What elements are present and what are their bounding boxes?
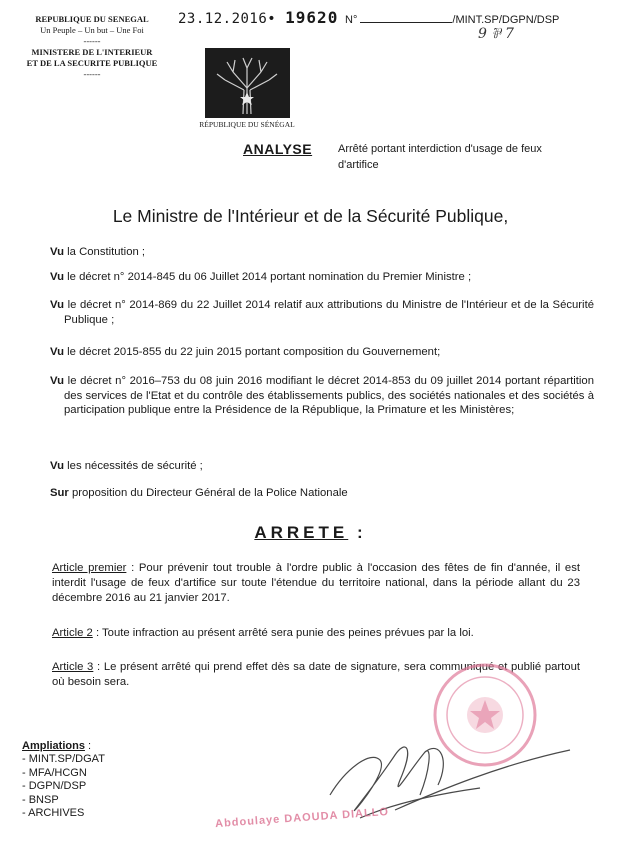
visa-keyword: Vu (50, 299, 65, 311)
list-item: - MINT.SP/DGAT (22, 753, 105, 766)
analyse-label: ANALYSE (243, 141, 313, 157)
visa-text: le décret 2015-855 du 22 juin 2015 portant composition du Gouvernement; (64, 346, 441, 358)
ampliations-list (22, 740, 105, 820)
national-motto: Un Peuple – Un but – Une Foi (40, 25, 144, 35)
handwritten-signature-icon (300, 700, 600, 850)
visa-keyword: Vu (50, 271, 65, 283)
ministry-line-2: ET DE LA SECURITE PUBLIQUE (26, 58, 158, 68)
visa-text: le décret n° 2016–753 du 08 juin 2016 modifiant le décret 2014-853 du 09 juillet 2014 portant répartition des services de l'Etat et du contrôle des établissements publics, des sociétés nationales et des sociétés à participation publique entre la Présidence de la République, la Primature et les Ministères; (64, 375, 594, 416)
visa-item (50, 486, 580, 501)
ref-blank-line (360, 12, 452, 23)
stamp-date: 23.12.2016• (178, 11, 277, 27)
article-text: : Le présent arrêté qui prend effet dès sa date de signature, sera communiqué et publié partout où besoin sera. (52, 661, 581, 688)
emblem-caption: RÉPUBLIQUE DU SÉNÉGAL (199, 120, 295, 129)
document-title: Le Ministre de l'Intérieur et de la Sécurité Publique, (112, 206, 509, 226)
article-label: Article premier (52, 562, 127, 574)
visa-item (50, 374, 594, 418)
reference-number (345, 12, 559, 26)
visa-keyword: Sur (50, 487, 69, 499)
visa-text: le décret n° 2014-845 du 06 Juillet 2014 portant nomination du Premier Ministre ; (64, 271, 472, 283)
visa-item (50, 270, 580, 285)
list-item: - BNSP (22, 793, 59, 806)
separator: ------ (83, 36, 101, 46)
article-text: : Pour prévenir tout trouble à l'ordre public à l'occasion des fêtes de fin d'année, il est interdit l'usage de feux d'artifice sur toute l'étendue du territoire national, dans la période allant du 23 décembre 2016 au 21 janvier 2017. (52, 562, 580, 604)
article-label: Article 2 (52, 627, 93, 639)
visa-keyword: Vu (50, 246, 65, 258)
visa-text: les nécessités de sécurité ; (64, 460, 203, 472)
visa-keyword: Vu (50, 346, 65, 358)
article-text: : Toute infraction au présent arrêté sera punie des peines prévues par la loi. (92, 627, 474, 639)
list-item: - DGPN/DSP (22, 780, 87, 793)
arrete-heading (0, 523, 621, 543)
list-item: - ARCHIVES (22, 807, 85, 820)
ministry-line-1: MINISTERE DE L'INTERIEUR (31, 47, 153, 57)
signatory-name-stamp: Abdoulaye DAOUDA DIALLO (214, 805, 390, 831)
issuer-block (8, 14, 176, 80)
visa-item (50, 345, 580, 360)
visa-item (50, 245, 580, 260)
article (52, 626, 580, 641)
arrete-colon: : (348, 523, 367, 542)
registration-stamp (178, 8, 338, 27)
ref-suffix: /MINT.SP/DGPN/DSP (452, 14, 560, 26)
visa-text: le décret n° 2014-869 du 22 Juillet 2014 relatif aux attributions du Ministre de l'Intérieur et de la Sécurité Publique ; (64, 299, 594, 326)
analyse-summary: Arrêté portant interdiction d'usage de feux d'artifice (338, 143, 542, 171)
ampliations-colon: : (84, 740, 92, 752)
baobab-emblem-icon (205, 48, 290, 118)
visa-keyword: Vu (50, 375, 65, 387)
visa-keyword: Vu (50, 460, 65, 472)
ampliations-heading: Ampliations (22, 740, 85, 752)
separator: ------ (83, 69, 101, 79)
article (52, 561, 580, 605)
visa-text: proposition du Directeur Général de la Police Nationale (68, 487, 348, 499)
visa-text: la Constitution ; (64, 246, 146, 258)
list-item: - MFA/HCGN (22, 766, 87, 779)
country-name: REPUBLIQUE DU SENEGAL (35, 14, 149, 24)
visa-item (50, 459, 580, 474)
visa-item (50, 298, 594, 327)
handwritten-reference: 9 ⅌ 7 (478, 26, 514, 42)
article-label: Article 3 (52, 661, 94, 673)
arrete-word: ARRETE (254, 523, 349, 542)
stamp-number: 19620 (285, 8, 339, 27)
ref-prefix: N° (345, 14, 358, 26)
